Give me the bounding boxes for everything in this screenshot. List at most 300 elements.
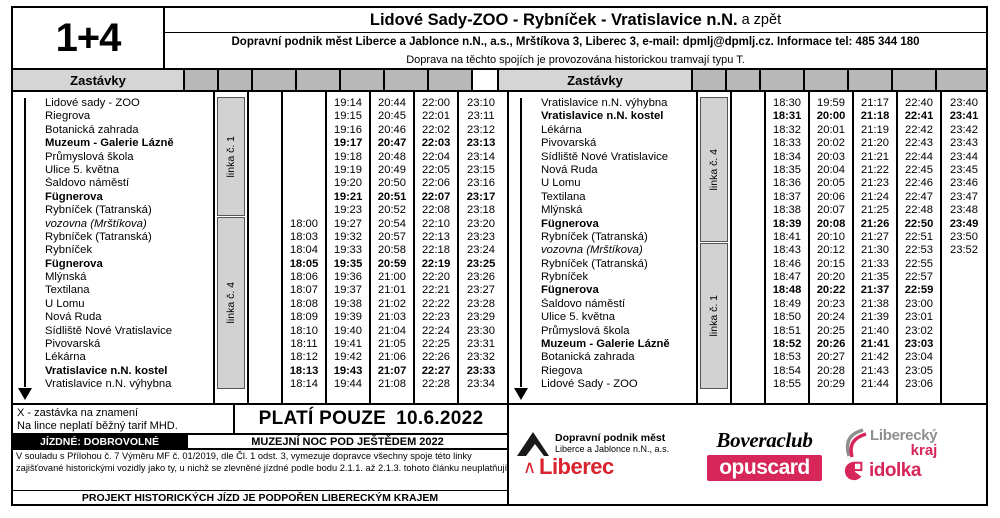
stop-row: Rybníček (Tatranská): [541, 257, 648, 270]
route-title-main: Lidové Sady-ZOO - Rybníček - Vratislavice n.N.: [369, 10, 738, 29]
departure-time: 18:03: [290, 230, 318, 243]
departure-time: 23:52: [950, 244, 978, 257]
departure-time: 21:26: [860, 217, 890, 230]
departure-time: 23:12: [467, 123, 495, 136]
departure-time: 20:22: [816, 284, 846, 297]
stop-row: Mlýnská: [541, 204, 583, 217]
departure-time: 22:01: [422, 110, 450, 123]
departure-time: 21:22: [861, 163, 889, 176]
departure-time: 23:13: [466, 137, 496, 150]
departure-time: 19:23: [334, 204, 362, 217]
departure-time: 22:27: [421, 364, 451, 377]
validity-label: PLATÍ POUZE: [258, 408, 387, 429]
departure-time: 22:20: [422, 271, 450, 284]
route-title: [165, 8, 986, 33]
departure-time: 18:50: [773, 311, 801, 324]
departure-time: 18:36: [773, 177, 801, 190]
departure-time: 20:24: [817, 311, 845, 324]
departure-time: 22:45: [905, 163, 933, 176]
departure-time: 20:59: [377, 257, 407, 270]
departure-time: 18:10: [290, 324, 318, 337]
departure-time: 20:50: [378, 177, 406, 190]
departure-time: 20:45: [378, 110, 406, 123]
stop-row: Nová Ruda: [45, 311, 102, 324]
line-marker-label: linka č. 4: [225, 281, 237, 324]
departure-time: 23:40: [950, 97, 978, 109]
departure-time: 20:23: [817, 297, 845, 310]
stop-row: Vratislavice n.N. kostel: [45, 364, 168, 377]
departure-time: 23:00: [905, 297, 933, 310]
departure-time: 23:17: [466, 190, 496, 203]
departure-time: 21:40: [861, 324, 889, 337]
departure-time: 21:27: [861, 230, 889, 243]
departure-time: 22:28: [422, 378, 450, 391]
departure-time: 23:18: [467, 204, 495, 217]
departure-time: 21:38: [861, 297, 889, 310]
departure-time: 23:25: [466, 257, 496, 270]
departure-time: 20:29: [817, 378, 845, 391]
direction-arrow-down-icon-2: [509, 92, 531, 403]
stop-row: Botanická zahrada: [541, 351, 635, 364]
footer-left: [13, 405, 509, 504]
departure-time: 23:26: [467, 271, 495, 284]
departure-time: 20:03: [817, 150, 845, 163]
departure-time: 22:18: [422, 244, 450, 257]
stop-row: Rybníček: [541, 271, 589, 284]
departure-time: 20:52: [378, 204, 406, 217]
departure-time: 21:30: [861, 244, 889, 257]
stop-row: Šaldovo náměstí: [45, 177, 130, 190]
departure-time: [942, 311, 986, 324]
dpmlj-triangle-icon: [517, 432, 549, 456]
departure-time: [283, 137, 325, 150]
departure-time: 19:33: [334, 244, 362, 257]
timetable-sheet: [11, 6, 988, 506]
departure-time: 18:54: [773, 364, 801, 377]
departure-time: 18:13: [289, 364, 319, 377]
departure-time: [942, 271, 986, 284]
departure-time: 20:02: [817, 137, 845, 150]
column-header-blank-right: [727, 70, 761, 90]
departure-time: 23:05: [905, 364, 933, 377]
departure-time: 19:36: [334, 271, 362, 284]
departure-time: 20:51: [377, 190, 407, 203]
departure-time: 19:37: [334, 284, 362, 297]
departure-time: 23:03: [904, 338, 934, 351]
logo-bovera-opuscard: [692, 429, 837, 481]
departure-time: 23:27: [467, 284, 495, 297]
column-header-trip-r2: [805, 70, 849, 90]
departure-time: [942, 351, 986, 364]
line-badge: 1+4: [55, 16, 121, 60]
departure-time: 19:21: [333, 190, 363, 203]
stop-row: Lékárna: [45, 351, 86, 364]
stop-row: Riegrova: [45, 110, 91, 123]
departure-column: [942, 92, 986, 403]
departure-time: 21:21: [861, 150, 889, 163]
stop-row: Sídliště Nové Vratislavice: [45, 324, 173, 337]
fine-print-line-2: zajišťované historickými vozidly jako ty, u nichž se zlevněné jízdné podle bodu 2.1.1. až 2.1.3. tohoto článku neuplatňují.: [16, 462, 510, 473]
departure-time: 21:35: [861, 271, 889, 284]
departure-column: [327, 92, 371, 403]
line-marker-l4: [217, 217, 245, 389]
departure-time: 19:42: [334, 351, 362, 364]
departure-column: [810, 92, 854, 403]
departure-time: 22:07: [421, 190, 451, 203]
departure-time: 20:12: [817, 244, 845, 257]
line-marker-label: linka č. 4: [708, 148, 720, 191]
departure-time: 18:41: [773, 230, 801, 243]
stop-row: vozovna (Mrštíkova): [541, 244, 643, 257]
departure-time: 23:14: [467, 150, 495, 163]
column-header-stops-left: Zastávky: [13, 70, 185, 90]
line-marker-l1: [700, 243, 728, 388]
departure-time: 20:28: [817, 364, 845, 377]
departure-time: 18:11: [290, 338, 318, 351]
departure-time: 21:39: [861, 311, 889, 324]
departure-time: 23:15: [467, 163, 495, 176]
departure-time: 18:08: [290, 297, 318, 310]
departure-time: 20:44: [378, 97, 406, 109]
boveraclub-logo: Boveraclub: [716, 427, 813, 452]
departure-time: 22:41: [904, 110, 934, 123]
departure-time: 23:45: [950, 163, 978, 176]
departure-time: 20:49: [378, 163, 406, 176]
line-marker-label: linka č. 1: [708, 295, 720, 337]
departure-time: 21:23: [861, 177, 889, 190]
footer-stop-notes: [13, 405, 235, 433]
departure-time: 23:32: [467, 351, 495, 364]
departure-time: 22:08: [422, 204, 450, 217]
departure-time: 22:05: [422, 163, 450, 176]
departure-time: 19:15: [334, 110, 362, 123]
departure-time: 18:48: [772, 284, 802, 297]
stop-row: Muzeum - Galerie Lázně: [541, 338, 670, 351]
departure-time: [283, 97, 325, 110]
departure-time: [283, 110, 325, 123]
departure-time: 19:32: [334, 230, 362, 243]
departure-time: 18:09: [290, 311, 318, 324]
liberecky-kraj-word2: kraj: [910, 441, 938, 459]
column-header-trip-l2: [297, 70, 341, 90]
departure-time: 22:47: [905, 190, 933, 203]
operator-info: Dopravní podnik měst Liberce a Jablonce n.N., a.s., Mrštíkova 3, Liberec 3, e-mail: dpmlj@dpmlj.cz. Informace tel: 485 344 180: [231, 36, 920, 49]
stop-row: Nová Ruda: [541, 163, 598, 176]
departure-time: [942, 284, 986, 297]
departure-time: 21:18: [860, 110, 890, 123]
idolka-mark-icon: [843, 460, 865, 482]
legal-fine-print: [13, 450, 510, 490]
validity-box: [235, 405, 507, 433]
line-marker-l1: [217, 97, 245, 216]
stop-row: U Lomu: [541, 177, 581, 190]
stop-row: Šaldovo náměstí: [541, 297, 626, 310]
departure-time: 20:46: [378, 123, 406, 136]
dpmlj-line-2: Liberce a Jablonce n.N., a.s.: [555, 444, 670, 454]
departure-time: 23:24: [467, 244, 495, 257]
departure-time: 18:46: [773, 257, 801, 270]
departure-time: 20:08: [816, 217, 846, 230]
column-header-trip-l3: [341, 70, 385, 90]
stop-row: vozovna (Mrštíkova): [45, 217, 147, 230]
opuscard-logo: opuscard: [707, 455, 822, 481]
stop-row: Rybníček (Tatranská): [541, 230, 648, 243]
departure-time: 20:47: [377, 137, 407, 150]
departure-time: 20:01: [817, 123, 845, 136]
departure-time: 18:35: [773, 163, 801, 176]
liberecky-kraj-arc-icon: [843, 428, 867, 458]
column-header-trip-r3: [849, 70, 893, 90]
departure-time: 23:50: [950, 230, 978, 243]
departure-time: 18:53: [773, 351, 801, 364]
departure-time: 23:42: [950, 123, 978, 136]
stop-row: Muzeum - Galerie Lázně: [45, 137, 174, 150]
departure-column: [283, 92, 327, 403]
departure-time: 23:20: [467, 217, 495, 230]
departure-time: 22:21: [422, 284, 450, 297]
stop-row: Fügnerova: [541, 217, 599, 230]
departure-time: 20:26: [816, 338, 846, 351]
departure-time: 19:39: [334, 311, 362, 324]
service-note: Doprava na těchto spojích je provozována historickou tramvají typu T.: [406, 53, 745, 66]
departure-columns-outbound: [283, 92, 503, 403]
blank-column-outbound: [249, 92, 283, 403]
stop-row: Ulice 5. května: [541, 311, 616, 324]
departure-time: 21:25: [861, 204, 889, 217]
departure-time: [942, 325, 986, 338]
line-marker-column-inbound: [698, 92, 732, 403]
departure-time: 19:35: [333, 257, 363, 270]
departure-time: 21:41: [860, 338, 890, 351]
departure-time: 22:02: [422, 123, 450, 136]
header-text-block: [165, 8, 986, 68]
departure-time: 23:46: [950, 177, 978, 190]
departure-time: 21:05: [378, 338, 406, 351]
direction-table-inbound: [509, 92, 986, 403]
departure-time: [283, 177, 325, 190]
departure-time: 21:44: [861, 378, 889, 391]
departure-time: 20:00: [816, 110, 846, 123]
liberec-logo: ∧ Liberec: [517, 456, 692, 478]
departure-time: 18:49: [773, 297, 801, 310]
departure-time: 18:51: [773, 324, 801, 337]
stop-row: Fügnerova: [541, 284, 599, 297]
stop-row: Vratislavice n.N. výhybna: [45, 378, 172, 391]
departure-time: 21:01: [378, 284, 406, 297]
departure-columns-inbound: [766, 92, 986, 403]
stop-row: Vratislavice n.N. výhybna: [541, 97, 668, 109]
departure-time: 19:27: [334, 217, 362, 230]
departure-time: 21:33: [861, 257, 889, 270]
departure-time: 21:42: [861, 351, 889, 364]
departure-time: 19:44: [334, 378, 362, 391]
departure-time: 22:22: [422, 297, 450, 310]
note-tariff: Na lince neplatí běžný tarif MHD.: [17, 420, 178, 432]
fare-badge: JÍZDNÉ: DOBROVOLNÉ: [13, 435, 188, 448]
departure-time: [283, 164, 325, 177]
departure-time: [283, 151, 325, 164]
departure-time: 20:27: [817, 351, 845, 364]
departure-time: 18:52: [772, 338, 802, 351]
departure-time: 21:24: [861, 190, 889, 203]
fare-event-band: [13, 435, 507, 450]
departure-column: [766, 92, 810, 403]
departure-time: 23:44: [950, 150, 978, 163]
departure-time: 22:48: [905, 204, 933, 217]
column-header-strip: [13, 70, 986, 92]
blank-column-inbound: [732, 92, 766, 403]
departure-time: [942, 378, 986, 391]
departure-time: 22:03: [421, 137, 451, 150]
column-header-trip-r5: [937, 70, 986, 90]
departure-time: 22:25: [422, 338, 450, 351]
column-header-trip-r1: [761, 70, 805, 90]
departure-time: 21:00: [378, 271, 406, 284]
departure-time: 22:19: [421, 257, 451, 270]
departure-time: 19:18: [334, 150, 362, 163]
departure-time: 21:20: [861, 137, 889, 150]
departure-time: 23:28: [467, 297, 495, 310]
footer: [13, 405, 986, 504]
stop-row: Fügnerova: [45, 257, 103, 270]
departure-time: 18:00: [290, 217, 318, 230]
stop-row: Průmyslová škola: [45, 150, 134, 163]
stop-row: Pivovarská: [541, 137, 597, 150]
departure-time: 22:04: [422, 150, 450, 163]
departure-time: 22:23: [422, 311, 450, 324]
departure-time: [942, 338, 986, 351]
departure-time: 18:38: [773, 204, 801, 217]
departure-time: 20:58: [378, 244, 406, 257]
column-header-trip-l4: [385, 70, 429, 90]
route-title-tail: a zpět: [741, 12, 782, 29]
footer-notice-row: [13, 405, 507, 435]
departure-time: 22:43: [905, 137, 933, 150]
departure-time: 21:19: [861, 123, 889, 136]
departure-time: 18:07: [290, 284, 318, 297]
departure-time: [283, 191, 325, 204]
departure-column: [459, 92, 503, 403]
column-header-linka-left: [185, 70, 219, 90]
validity-date: 10.6.2022: [396, 408, 484, 429]
departure-time: 18:32: [773, 123, 801, 136]
dpmlj-line-1: Dopravní podnik měst: [555, 432, 666, 444]
departure-time: 20:25: [817, 324, 845, 337]
stop-list-inbound: [531, 92, 698, 403]
departure-time: 20:20: [817, 271, 845, 284]
header: [13, 8, 986, 70]
departure-time: 23:47: [950, 190, 978, 203]
departure-time: 18:04: [290, 244, 318, 257]
departure-time: 22:55: [905, 257, 933, 270]
departure-time: 18:06: [290, 271, 318, 284]
stop-row: Lékárna: [541, 123, 582, 136]
departure-time: 21:03: [378, 311, 406, 324]
departure-time: 21:07: [377, 364, 407, 377]
departure-time: 23:33: [466, 364, 496, 377]
departure-time: [942, 365, 986, 378]
logo-libereckykraj-idolka: [837, 428, 986, 482]
stop-row: Vratislavice n.N. kostel: [541, 110, 664, 123]
departure-time: 19:43: [333, 364, 363, 377]
departure-time: 22:57: [905, 271, 933, 284]
departure-time: [942, 298, 986, 311]
departure-time: 19:40: [334, 324, 362, 337]
column-header-stops-right: Zastávky: [499, 70, 693, 90]
direction-table-outbound: [13, 92, 503, 403]
column-header-blank-left: [219, 70, 253, 90]
departure-time: 23:10: [467, 97, 495, 109]
departure-time: 19:19: [334, 163, 362, 176]
departure-time: 21:17: [861, 97, 889, 109]
column-header-linka-right: [693, 70, 727, 90]
departure-time: 20:15: [817, 257, 845, 270]
departure-time: 22:59: [904, 284, 934, 297]
departure-time: 23:02: [905, 324, 933, 337]
departure-time: 21:08: [378, 378, 406, 391]
column-header-trip-l5: [429, 70, 473, 90]
note-request-stop: X - zastávka na znamení: [17, 407, 139, 419]
stop-row: Textilana: [45, 284, 90, 297]
fine-print-line-1: V souladu s Přílohou č. 7 Výměru MF č. 01/2019, dle Čl. 1 odst. 3, vymezuje dopravce všechny spoje této linky: [16, 451, 472, 461]
departure-time: [283, 204, 325, 217]
departure-time: 23:23: [467, 230, 495, 243]
departure-time: 22:44: [905, 150, 933, 163]
departure-time: 18:37: [773, 190, 801, 203]
direction-arrow-down-icon: [13, 92, 35, 403]
departure-time: 23:16: [467, 177, 495, 190]
departure-time: 22:13: [422, 230, 450, 243]
departure-column: [854, 92, 898, 403]
departure-time: 22:24: [422, 324, 450, 337]
departure-time: 23:30: [467, 324, 495, 337]
departure-time: 23:11: [467, 110, 495, 123]
idolka-logo: idolka: [869, 459, 921, 481]
departure-time: 22:40: [905, 97, 933, 109]
departure-time: 18:55: [773, 378, 801, 391]
departure-column: [415, 92, 459, 403]
project-support-line: PROJEKT HISTORICKÝCH JÍZD JE PODPOŘEN LIBERECKÝM KRAJEM: [13, 490, 507, 504]
line-marker-column-outbound: [215, 92, 249, 403]
footer-logos: [509, 405, 986, 504]
departure-time: 20:10: [817, 230, 845, 243]
column-header-trip-l1: [253, 70, 297, 90]
departure-time: 19:59: [817, 97, 845, 109]
departure-time: 23:49: [949, 217, 979, 230]
timetable-body: [13, 92, 986, 405]
departure-time: 23:29: [467, 311, 495, 324]
column-header-gap: [473, 70, 499, 90]
stop-row: Rybníček: [45, 244, 93, 257]
liberecky-kraj-word1: Liberecký: [870, 426, 938, 444]
stop-row: Botanická zahrada: [45, 123, 139, 136]
departure-time: 18:33: [773, 137, 801, 150]
departure-time: 19:17: [333, 137, 363, 150]
column-header-trip-r4: [893, 70, 937, 90]
line-badge-box: [13, 8, 165, 68]
departure-column: [371, 92, 415, 403]
departure-time: 22:51: [905, 230, 933, 243]
stop-row: Riegova: [541, 364, 583, 377]
stop-row: Rybníček (Tatranská): [45, 204, 152, 217]
departure-time: 22:26: [422, 351, 450, 364]
departure-time: 20:48: [378, 150, 406, 163]
departure-column: [898, 92, 942, 403]
departure-time: 23:31: [467, 338, 495, 351]
stop-row: Lidové sady - ZOO: [45, 97, 140, 109]
departure-time: 19:38: [334, 297, 362, 310]
departure-time: 21:43: [861, 364, 889, 377]
